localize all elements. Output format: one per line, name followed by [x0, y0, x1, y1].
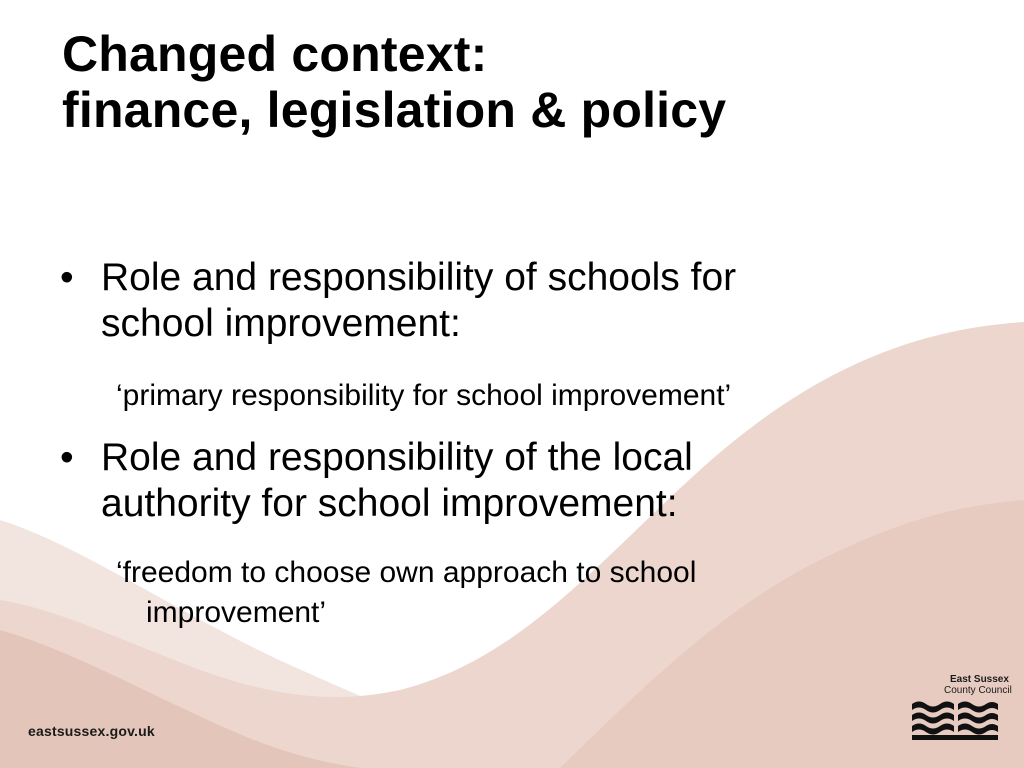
bullet-marker: • — [60, 436, 74, 479]
sub-quote — [116, 376, 936, 416]
sub-quote-line: ‘freedom to choose own approach to school — [116, 556, 697, 589]
wave-logo-icon — [912, 700, 998, 742]
bullet-text — [101, 255, 921, 347]
website-link[interactable]: eastsussex.gov.uk — [28, 723, 155, 739]
sub-quote-line: improvement’ — [146, 596, 327, 629]
bullet-line: authority for school improvement: — [101, 482, 678, 525]
bullet-line: Role and responsibility of schools for — [101, 256, 737, 299]
sub-quote — [116, 553, 936, 633]
title-line-2: finance, legislation & policy — [62, 82, 727, 138]
council-logo — [912, 674, 1012, 744]
logo-text-line-1: East Sussex — [950, 674, 1009, 685]
bullet-line: Role and responsibility of the local — [101, 436, 693, 479]
bullet-marker: • — [60, 256, 74, 299]
bullet-line: school improvement: — [101, 302, 461, 345]
title-line-1: Changed context: — [62, 26, 488, 82]
sub-quote-line: ‘primary responsibility for school improvement’ — [116, 379, 732, 412]
bullet-text — [101, 435, 921, 527]
logo-text-line-2: County Council — [944, 685, 1012, 696]
logo-text — [944, 674, 1024, 696]
